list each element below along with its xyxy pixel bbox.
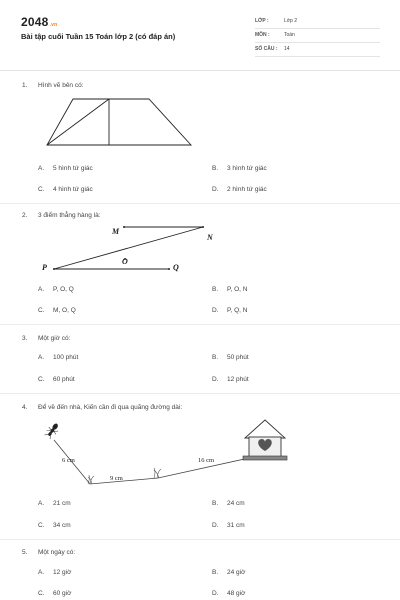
- meta-class-row: [255, 17, 380, 29]
- option-key: B.: [212, 165, 219, 172]
- option-4c[interactable]: [38, 522, 71, 529]
- grass-icon: [88, 468, 161, 484]
- question-text: Hình vẽ bên có:: [38, 82, 84, 89]
- option-4d[interactable]: [212, 522, 245, 529]
- question-5: [22, 549, 75, 556]
- option-key: C.: [38, 307, 45, 314]
- question-1: [22, 82, 84, 89]
- question-4: [22, 404, 182, 411]
- option-4a[interactable]: [38, 500, 71, 507]
- option-text: 60 giờ: [53, 590, 72, 597]
- option-3c[interactable]: [38, 376, 75, 383]
- option-key: C.: [38, 590, 45, 597]
- option-key: A.: [38, 286, 45, 293]
- option-key: D.: [212, 186, 219, 193]
- option-key: B.: [212, 569, 219, 576]
- option-key: C.: [38, 376, 45, 383]
- point-label-n: N: [207, 233, 213, 242]
- option-text: 12 giờ: [53, 569, 72, 576]
- question-number: 1.: [22, 82, 28, 89]
- option-1d[interactable]: [212, 186, 267, 193]
- option-text: P, Q, N: [227, 307, 248, 314]
- option-2a[interactable]: [38, 286, 74, 293]
- logo-text: 2048: [21, 15, 49, 29]
- distance-label-3: 16 cm: [198, 457, 215, 464]
- option-text: 100 phút: [53, 354, 79, 361]
- header-divider: [0, 70, 400, 71]
- worksheet-header: [0, 0, 400, 70]
- option-text: 50 phút: [227, 354, 249, 361]
- option-key: A.: [38, 569, 45, 576]
- question-text: Để về đến nhà, Kiến cần đi qua quãng đường dài:: [38, 404, 183, 411]
- option-text: 4 hình tứ giác: [53, 186, 93, 193]
- option-text: 2 hình tứ giác: [227, 186, 267, 193]
- point-label-o: O: [122, 257, 128, 266]
- question-2: [22, 212, 101, 219]
- option-3d[interactable]: [212, 376, 249, 383]
- ant-icon: [44, 421, 62, 440]
- question-number: 2.: [22, 212, 28, 219]
- point-label-p: P: [42, 263, 47, 272]
- question-3: [22, 335, 70, 342]
- option-key: D.: [212, 590, 219, 597]
- option-2b[interactable]: [212, 286, 247, 293]
- question-divider: [0, 324, 400, 325]
- option-5b[interactable]: [212, 569, 245, 576]
- option-key: B.: [212, 354, 219, 361]
- option-3b[interactable]: [212, 354, 249, 361]
- question-divider: [0, 203, 400, 204]
- meta-count-row: [255, 45, 380, 57]
- option-2d[interactable]: [212, 307, 247, 314]
- worksheet-title: Bài tập cuối Tuần 15 Toán lớp 2 (có đáp án): [21, 32, 176, 41]
- option-text: M, O, Q: [53, 307, 76, 314]
- option-text: 3 hình tứ giác: [227, 165, 267, 172]
- option-text: 60 phút: [53, 376, 75, 383]
- option-key: C.: [38, 186, 45, 193]
- option-key: A.: [38, 500, 45, 507]
- option-key: C.: [38, 522, 45, 529]
- question-text: 3 điểm thẳng hàng là:: [38, 212, 101, 219]
- option-key: B.: [212, 500, 219, 507]
- option-text: 12 phút: [227, 376, 249, 383]
- option-1b[interactable]: [212, 165, 267, 172]
- option-key: D.: [212, 307, 219, 314]
- option-text: 5 hình tứ giác: [53, 165, 93, 172]
- question-text: Một giờ có:: [38, 335, 71, 342]
- point-label-m: M: [112, 227, 120, 236]
- option-4b[interactable]: [212, 500, 245, 507]
- house-icon: [243, 420, 287, 460]
- trapezoid-figure: [45, 98, 195, 148]
- option-key: A.: [38, 165, 45, 172]
- question-number: 3.: [22, 335, 28, 342]
- meta-value: Toán: [284, 32, 295, 38]
- ant-path-figure: [40, 418, 290, 490]
- question-text: Một ngày có:: [38, 549, 76, 556]
- question-divider: [0, 393, 400, 394]
- option-text: 21 cm: [53, 500, 71, 507]
- meta-value: 14: [284, 46, 290, 52]
- option-5c[interactable]: [38, 590, 71, 597]
- option-key: A.: [38, 354, 45, 361]
- option-5d[interactable]: [212, 590, 245, 597]
- option-text: 24 cm: [227, 500, 245, 507]
- option-3a[interactable]: [38, 354, 78, 361]
- option-key: B.: [212, 286, 219, 293]
- distance-label-2: 9 cm: [110, 475, 123, 482]
- question-divider: [0, 539, 400, 540]
- collinear-points-figure: [38, 222, 228, 278]
- option-text: 48 giờ: [227, 590, 246, 597]
- distance-label-1: 6 cm: [62, 457, 75, 464]
- question-number: 5.: [22, 549, 28, 556]
- meta-subject-row: [255, 31, 380, 43]
- option-key: D.: [212, 522, 219, 529]
- option-text: P, O, Q: [53, 286, 74, 293]
- option-text: P, O, N: [227, 286, 248, 293]
- option-1c[interactable]: [38, 186, 93, 193]
- meta-label: SỐ CÂU :: [255, 46, 278, 52]
- option-text: 24 giờ: [227, 569, 246, 576]
- point-label-q: Q: [173, 263, 179, 272]
- option-2c[interactable]: [38, 307, 76, 314]
- option-text: 34 cm: [53, 522, 71, 529]
- option-text: 31 cm: [227, 522, 245, 529]
- site-logo[interactable]: [21, 15, 57, 29]
- meta-label: LỚP :: [255, 18, 269, 24]
- logo-suffix: .vn: [49, 22, 58, 28]
- option-1a[interactable]: [38, 165, 93, 172]
- question-number: 4.: [22, 404, 28, 411]
- meta-label: MÔN :: [255, 32, 270, 38]
- option-key: D.: [212, 376, 219, 383]
- option-5a[interactable]: [38, 569, 71, 576]
- meta-value: Lớp 2: [284, 18, 298, 24]
